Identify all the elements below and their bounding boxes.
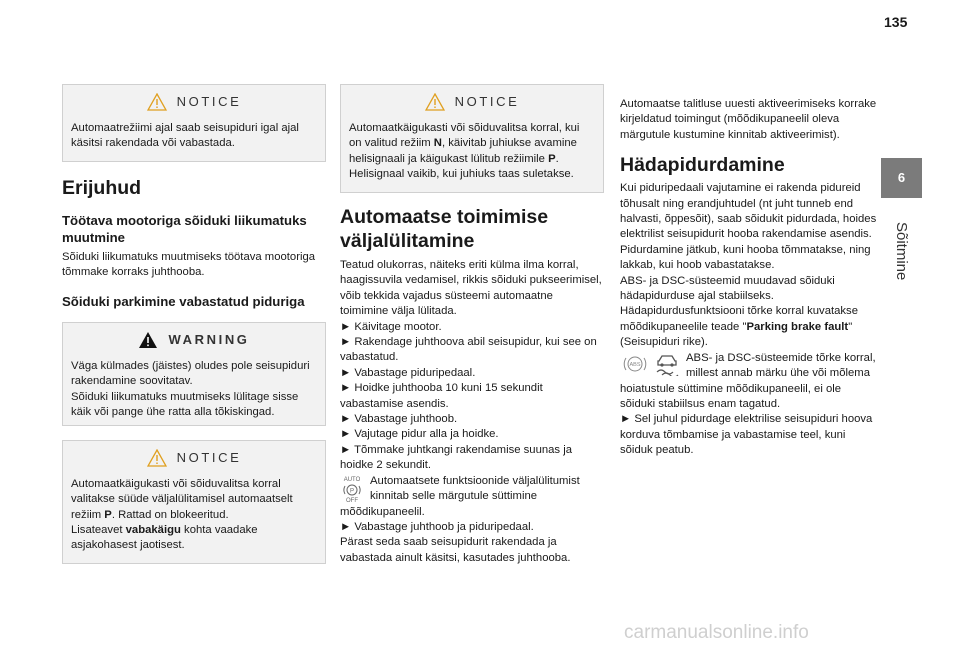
fault-text-part: Hädapidurdusfunktsiooni tõrke korral kuvatakse mõõdikupaneelile teade " bbox=[620, 305, 858, 333]
caution-triangle-icon bbox=[147, 449, 167, 467]
warning-triangle-icon bbox=[138, 331, 158, 349]
notice-text-part: . Rattad on blokeeritud. bbox=[111, 508, 229, 521]
step-6: ► Vajutage pidur alla ja hoidke. bbox=[340, 428, 499, 441]
auto-off-text: Automaatsete funktsioonide väljalülitumist kinnitab selle märgutule süttimine mõõdikupaneelil. bbox=[340, 474, 580, 518]
fault-message-text bbox=[620, 304, 878, 350]
notice-bold-vabakaigu: vabakäigu bbox=[125, 524, 181, 537]
notice-bold-n: N bbox=[433, 137, 442, 150]
step-7: ► Tõmmake juhtkangi rakendamise suunas ja hoidke 2 sekundit. bbox=[340, 443, 573, 472]
auto-label: AUTO bbox=[343, 476, 361, 483]
subsection-title-1: Töötava mootoriga sõiduki liikumatuks muutmine bbox=[62, 213, 307, 245]
notice-bold-p: P bbox=[104, 508, 112, 521]
warning-box bbox=[62, 322, 326, 426]
chapter-label: Sõitmine bbox=[893, 222, 910, 281]
abs-dsc-text: ABS- ja DSC-süsteemid muudavad sõiduki hädapidurduse ajal stabiilseks. bbox=[620, 274, 835, 303]
fault-text-part: " (Seisupiduri rike). bbox=[620, 320, 853, 349]
auto-off-parking-brake-icon bbox=[340, 475, 364, 503]
off-label: OFF bbox=[346, 497, 358, 503]
caution-triangle-icon bbox=[147, 93, 167, 111]
column-2 bbox=[340, 84, 604, 566]
notice-heading-text: NOTICE bbox=[454, 94, 520, 110]
notice-text-4 bbox=[349, 121, 595, 183]
section-title-erijuhud: Erijuhud bbox=[62, 177, 142, 199]
step-5: ► Vabastage juhthoob. bbox=[340, 413, 458, 426]
notice-bold-p: P bbox=[548, 152, 556, 165]
notice-text-part: Automaatkäigukasti või sõiduvalitsa korral valitakse süüde väljalülitamisel automaatselt režiim bbox=[71, 477, 293, 521]
notice-text-3 bbox=[71, 523, 317, 554]
warning-lamps bbox=[620, 352, 680, 376]
auto-off-paragraph bbox=[340, 474, 604, 520]
step-2: ► Rakendage juhthoova abil seisupidur, kui see on vabastatud. bbox=[340, 336, 597, 364]
warning-heading bbox=[71, 331, 317, 349]
warning-text-2: Sõiduki liikumatuks muutmiseks lülitage sisse käik või pange ühe ratta alla tõkiskingad. bbox=[71, 390, 299, 419]
caution-triangle-icon bbox=[425, 93, 445, 111]
warning-text-1: Väga külmades (jäistes) oludes pole seisupiduri rakendamine soovitatav. bbox=[71, 359, 310, 388]
page-number: 135 bbox=[884, 14, 908, 30]
notice-heading-text: NOTICE bbox=[176, 450, 242, 466]
reactivation-text: Automaatse talitluse uuesti aktiveerimiseks korrake kirjeldatud toimingut (mõõdikupaneelil oleva märgutule kustumine kinnitab aktiveerimist). bbox=[620, 98, 877, 141]
step-4: ► Hoidke juhthooba 10 kuni 15 sekundit vabastamise asendis. bbox=[340, 382, 543, 410]
step-1: ► Käivitage mootor. bbox=[340, 320, 442, 333]
fault-message-bold: Parking brake fault bbox=[746, 320, 849, 333]
subsection-text-1: Sõiduki liikumatuks muutmiseks töötava mootoriga tõmmake korraks juhthooba. bbox=[62, 251, 316, 279]
section-outro: Pärast seda saab seisupidurit rakendada ja vabastada ainult käsitsi, kasutades juhthooba. bbox=[340, 536, 571, 564]
notice-box-2 bbox=[62, 440, 326, 564]
notice-box-3 bbox=[340, 84, 604, 193]
section-title-hadapidurdamine: Hädapidurdamine bbox=[620, 154, 785, 177]
notice-text-part: kohta vaadake asjakohasest jaotisest. bbox=[71, 524, 258, 552]
notice-heading bbox=[71, 93, 317, 111]
notice-text-part: , käivitab juhiukse avamine helisignaali ja käigukast lülitub režiimile bbox=[349, 137, 577, 165]
section-title-automaatse: Automaatse toimimise väljalülitamine bbox=[340, 206, 549, 252]
step-3: ► Vabastage piduripedaal. bbox=[340, 366, 476, 379]
abs-warning-icon bbox=[620, 352, 650, 374]
chapter-tab: 6 bbox=[881, 158, 922, 198]
abs-dsc-fault-text: ABS- ja DSC-süsteemide tõrke korral, millest annab märku ühe või mõlema hoiatustule süttimine mõõdikupaneelil, ei ole sõiduki stabiilsus enam tagatud. bbox=[620, 351, 876, 410]
notice-text: Automaatrežiimi ajal saab seisupiduri igal ajal käsitsi rakendada või vabastada. bbox=[71, 122, 299, 150]
notice-text-part: . Helisignaal vaikib, kui juhiuks taas suletakse. bbox=[349, 152, 574, 181]
warning-heading-text: WARNING bbox=[168, 332, 250, 348]
svg-text:P: P bbox=[349, 488, 355, 495]
step-last: ► Vabastage juhthoob ja piduripedaal. bbox=[340, 520, 534, 533]
dsc-warning-icon bbox=[654, 352, 680, 376]
subsection-title-2: Sõiduki parkimine vabastatud piduriga bbox=[62, 293, 305, 309]
column-3 bbox=[620, 97, 878, 459]
emergency-instruction: ► Sel juhul pidurdage elektrilise seisupiduri hoova korduva tõmbamise ja vabastamise teel, kuni sõiduk peatub. bbox=[620, 413, 873, 457]
column-1 bbox=[62, 84, 326, 564]
notice-text-part: Lisateavet bbox=[71, 524, 126, 537]
notice-heading bbox=[349, 93, 595, 111]
notice-text-2 bbox=[71, 477, 317, 523]
section-intro: Teatud olukorras, näiteks eriti külma ilma korral, haagissuvila vedamisel, rikkis sõiduki pukseerimisel, võib tekkida vajadus süsteemi automaatne toimimine välja lülitada. bbox=[340, 259, 602, 318]
abs-label: ABS bbox=[629, 361, 641, 368]
watermark: carmanualsonline.info bbox=[624, 622, 809, 643]
notice-text-part: Automaatkäigukasti või sõiduvalitsa korral, kui on valitud režiim bbox=[349, 122, 580, 150]
notice-heading-text: NOTICE bbox=[176, 94, 242, 110]
emergency-braking-text: Kui piduripedaali vajutamine ei rakenda pidureid tõhusalt ning erandjuhtudel (nt juht tunneb end halvasti, õppesõit), saab sõidukit pidurdada, hoides elektrilist seisupidurit hooba rakendamise asendis. Pidurdamine jätkub, kuni hooba tõmmatakse, ning lakkab, kui hoob vabastatakse. bbox=[620, 182, 877, 272]
notice-box-1 bbox=[62, 84, 326, 162]
abs-dsc-fault-paragraph bbox=[620, 351, 878, 413]
notice-heading bbox=[71, 449, 317, 467]
